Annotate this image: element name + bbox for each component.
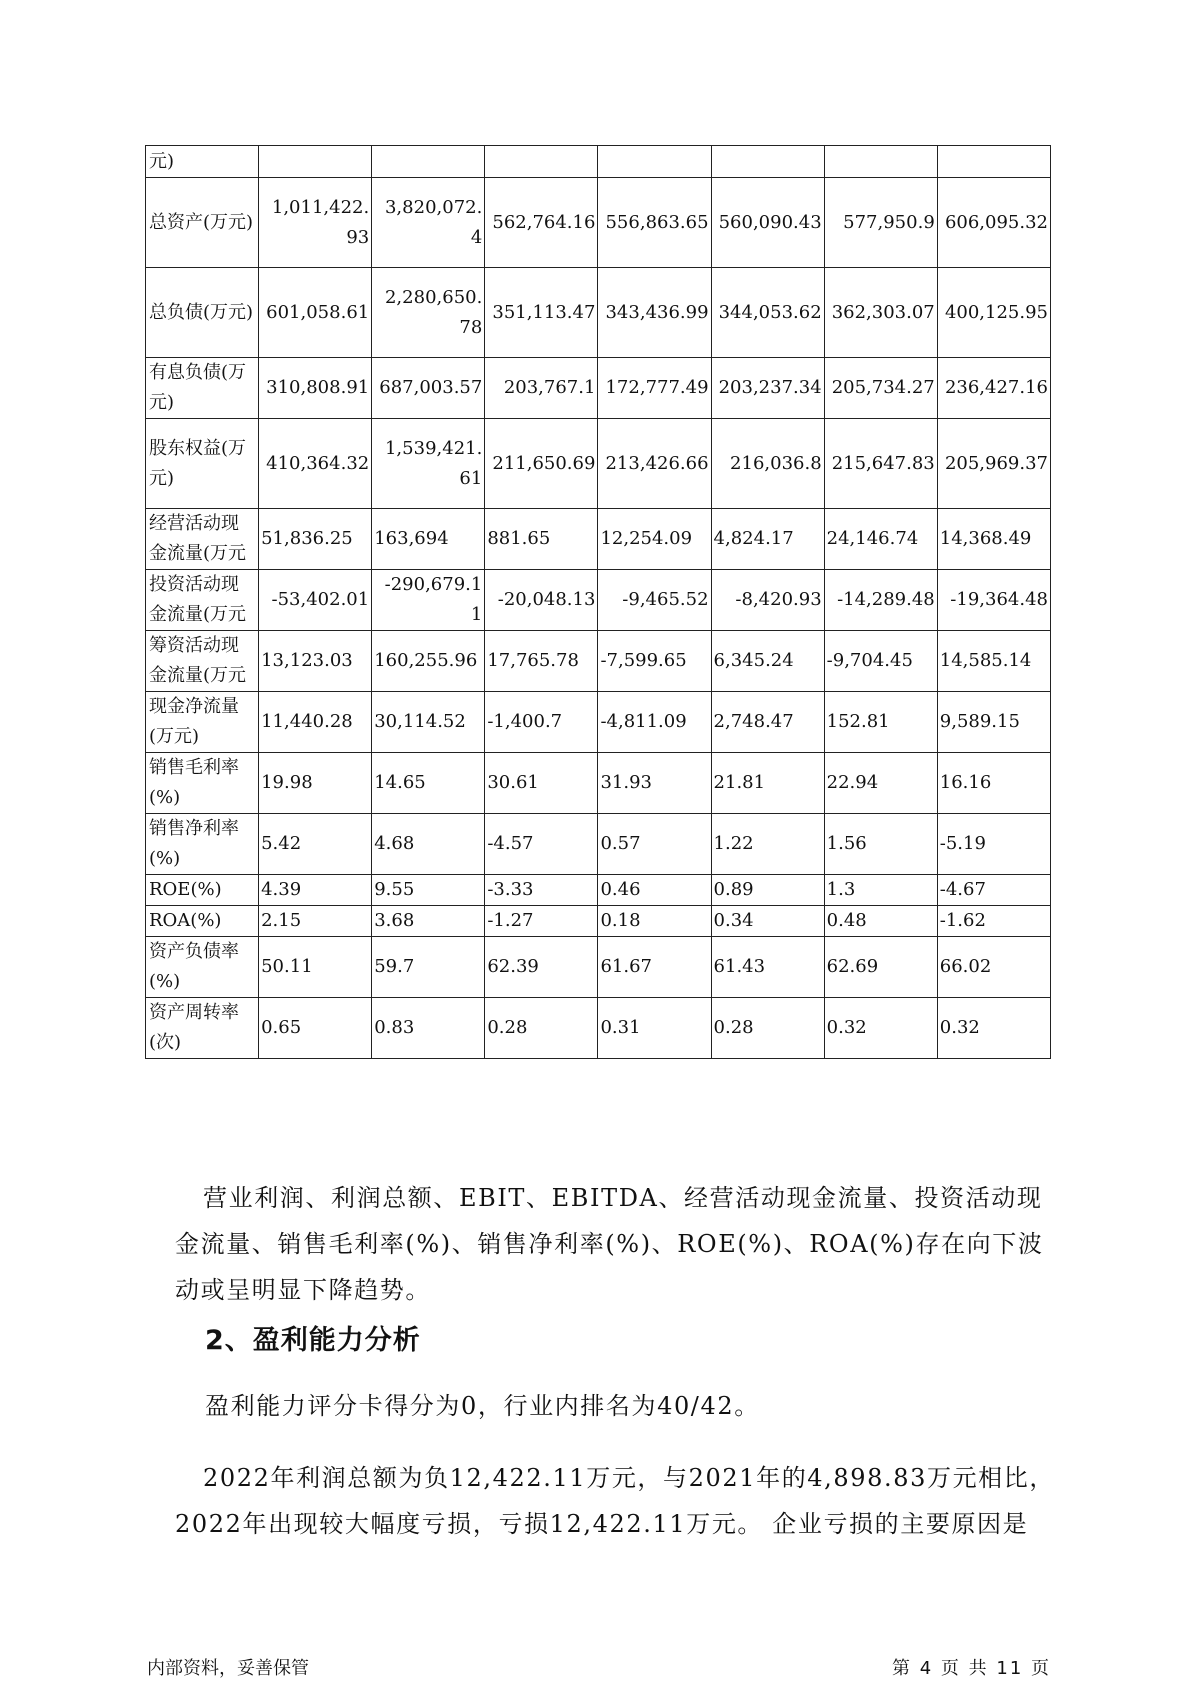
row-label: 资产周转率(次) [146, 998, 259, 1059]
table-row [146, 998, 1051, 1059]
table-cell [372, 146, 485, 178]
table-cell: -4.57 [485, 814, 598, 875]
table-cell: -9,704.45 [824, 631, 937, 692]
table-cell: 3,820,072.4 [372, 178, 485, 268]
footer-confidential-note: 内部资料，妥善保管 [147, 1658, 309, 1679]
table-cell: 410,364.32 [259, 419, 372, 509]
table-cell: 213,426.66 [598, 419, 711, 509]
table-cell: 6,345.24 [711, 631, 824, 692]
table-cell: 1,539,421.61 [372, 419, 485, 509]
table-cell: 11,440.28 [259, 692, 372, 753]
table-cell: 14.65 [372, 753, 485, 814]
table-cell: 606,095.32 [937, 178, 1050, 268]
table-cell: 215,647.83 [824, 419, 937, 509]
table-cell: 21.81 [711, 753, 824, 814]
table-cell: -1.62 [937, 906, 1050, 937]
table-cell: 1.3 [824, 875, 937, 906]
table-cell: 0.89 [711, 875, 824, 906]
table-cell: 1.56 [824, 814, 937, 875]
table-cell [598, 146, 711, 178]
score-paragraph: 盈利能力评分卡得分为0，行业内排名为40/42。 [205, 1392, 760, 1420]
table-cell: 62.69 [824, 937, 937, 998]
table-cell: 560,090.43 [711, 178, 824, 268]
table-cell: 14,585.14 [937, 631, 1050, 692]
row-label: 现金净流量(万元) [146, 692, 259, 753]
table-cell: 351,113.47 [485, 268, 598, 358]
table-cell: 362,303.07 [824, 268, 937, 358]
table-cell [711, 146, 824, 178]
table-cell: 0.28 [485, 998, 598, 1059]
footer-page-number: 第 4 页 共 11 页 [892, 1658, 1051, 1679]
table-cell: -9,465.52 [598, 570, 711, 631]
table-cell: 19.98 [259, 753, 372, 814]
table-cell [485, 146, 598, 178]
table-row [146, 814, 1051, 875]
row-label: 有息负债(万元) [146, 358, 259, 419]
row-label: 销售毛利率(%) [146, 753, 259, 814]
table-cell: 160,255.96 [372, 631, 485, 692]
row-label: 元) [146, 146, 259, 178]
table-cell: -8,420.93 [711, 570, 824, 631]
table-cell: 881.65 [485, 509, 598, 570]
table-cell: 172,777.49 [598, 358, 711, 419]
table-cell: 211,650.69 [485, 419, 598, 509]
table-cell: 203,767.1 [485, 358, 598, 419]
table-row [146, 146, 1051, 178]
table-cell: 59.7 [372, 937, 485, 998]
table-cell: 13,123.03 [259, 631, 372, 692]
row-label: 投资活动现金流量(万元 [146, 570, 259, 631]
table-cell: 9,589.15 [937, 692, 1050, 753]
table-cell: -1,400.7 [485, 692, 598, 753]
table-cell: 310,808.91 [259, 358, 372, 419]
row-label: 股东权益(万元) [146, 419, 259, 509]
row-label: ROE(%) [146, 875, 259, 906]
table-cell: 30,114.52 [372, 692, 485, 753]
financial-table [145, 145, 1051, 1059]
table-cell: 4.68 [372, 814, 485, 875]
table-cell: -1.27 [485, 906, 598, 937]
table-cell: 5.42 [259, 814, 372, 875]
table-cell: 344,053.62 [711, 268, 824, 358]
table-cell: 0.32 [824, 998, 937, 1059]
row-label: 筹资活动现金流量(万元 [146, 631, 259, 692]
table-cell: -4,811.09 [598, 692, 711, 753]
table-cell: 0.32 [937, 998, 1050, 1059]
table-cell [824, 146, 937, 178]
table-cell: 343,436.99 [598, 268, 711, 358]
table-cell: 1.22 [711, 814, 824, 875]
table-cell: 16.16 [937, 753, 1050, 814]
table-cell: -14,289.48 [824, 570, 937, 631]
table-cell: 0.31 [598, 998, 711, 1059]
table-cell: 61.43 [711, 937, 824, 998]
table-cell: 61.67 [598, 937, 711, 998]
table-row [146, 692, 1051, 753]
table-row [146, 509, 1051, 570]
table-cell: -53,402.01 [259, 570, 372, 631]
row-label: 经营活动现金流量(万元 [146, 509, 259, 570]
table-cell: -4.67 [937, 875, 1050, 906]
table-cell: 0.46 [598, 875, 711, 906]
table-cell: 66.02 [937, 937, 1050, 998]
table-cell: 0.18 [598, 906, 711, 937]
table-cell: 0.65 [259, 998, 372, 1059]
table-cell: 9.55 [372, 875, 485, 906]
table-cell: 687,003.57 [372, 358, 485, 419]
financial-table-body [146, 146, 1051, 1059]
table-cell: 62.39 [485, 937, 598, 998]
table-row [146, 358, 1051, 419]
table-row [146, 937, 1051, 998]
table-row [146, 570, 1051, 631]
profit-paragraph: 2022年利润总额为负12,422.11万元，与2021年的4,898.83万元相比，2022年出现较大幅度亏损，亏损12,422.11万元。 企业亏损的主要原因是 [175, 1464, 1055, 1538]
table-cell: 216,036.8 [711, 419, 824, 509]
table-cell: 556,863.65 [598, 178, 711, 268]
table-cell: 205,734.27 [824, 358, 937, 419]
table-cell: -20,048.13 [485, 570, 598, 631]
table-cell: 152.81 [824, 692, 937, 753]
table-cell: 2.15 [259, 906, 372, 937]
table-cell: 2,748.47 [711, 692, 824, 753]
table-cell: 50.11 [259, 937, 372, 998]
table-cell: 400,125.95 [937, 268, 1050, 358]
table-cell: 1,011,422.93 [259, 178, 372, 268]
table-row [146, 906, 1051, 937]
table-cell: 30.61 [485, 753, 598, 814]
table-cell [259, 146, 372, 178]
table-row [146, 178, 1051, 268]
table-cell: 4,824.17 [711, 509, 824, 570]
table-cell: 163,694 [372, 509, 485, 570]
table-cell: 203,237.34 [711, 358, 824, 419]
table-row [146, 419, 1051, 509]
table-cell: 0.83 [372, 998, 485, 1059]
table-cell: 4.39 [259, 875, 372, 906]
table-row [146, 875, 1051, 906]
table-cell: 0.34 [711, 906, 824, 937]
table-cell: 0.28 [711, 998, 824, 1059]
table-cell: 601,058.61 [259, 268, 372, 358]
table-cell: 205,969.37 [937, 419, 1050, 509]
table-cell: 0.48 [824, 906, 937, 937]
table-cell: -19,364.48 [937, 570, 1050, 631]
table-cell [937, 146, 1050, 178]
table-row [146, 631, 1051, 692]
table-cell: 14,368.49 [937, 509, 1050, 570]
table-cell: -290,679.11 [372, 570, 485, 631]
row-label: 总资产(万元) [146, 178, 259, 268]
table-cell: 24,146.74 [824, 509, 937, 570]
row-label: ROA(%) [146, 906, 259, 937]
table-cell: -3.33 [485, 875, 598, 906]
row-label: 销售净利率(%) [146, 814, 259, 875]
row-label: 资产负债率(%) [146, 937, 259, 998]
table-cell: 3.68 [372, 906, 485, 937]
table-cell: -5.19 [937, 814, 1050, 875]
table-cell: 17,765.78 [485, 631, 598, 692]
table-cell: 31.93 [598, 753, 711, 814]
table-cell: 236,427.16 [937, 358, 1050, 419]
table-cell: 562,764.16 [485, 178, 598, 268]
table-cell: 12,254.09 [598, 509, 711, 570]
trend-paragraph: 营业利润、利润总额、EBIT、EBITDA、经营活动现金流量、投资活动现金流量、销售毛利率(%)、销售净利率(%)、ROE(%)、ROA(%)存在向下波动或呈明显下降趋势。 [175, 1184, 1044, 1304]
table-cell: 0.57 [598, 814, 711, 875]
table-cell: 2,280,650.78 [372, 268, 485, 358]
table-cell: 22.94 [824, 753, 937, 814]
row-label: 总负债(万元) [146, 268, 259, 358]
table-row [146, 753, 1051, 814]
table-row [146, 268, 1051, 358]
table-cell: 577,950.9 [824, 178, 937, 268]
table-cell: 51,836.25 [259, 509, 372, 570]
table-cell: -7,599.65 [598, 631, 711, 692]
section-heading: 2、盈利能力分析 [205, 1325, 421, 1356]
